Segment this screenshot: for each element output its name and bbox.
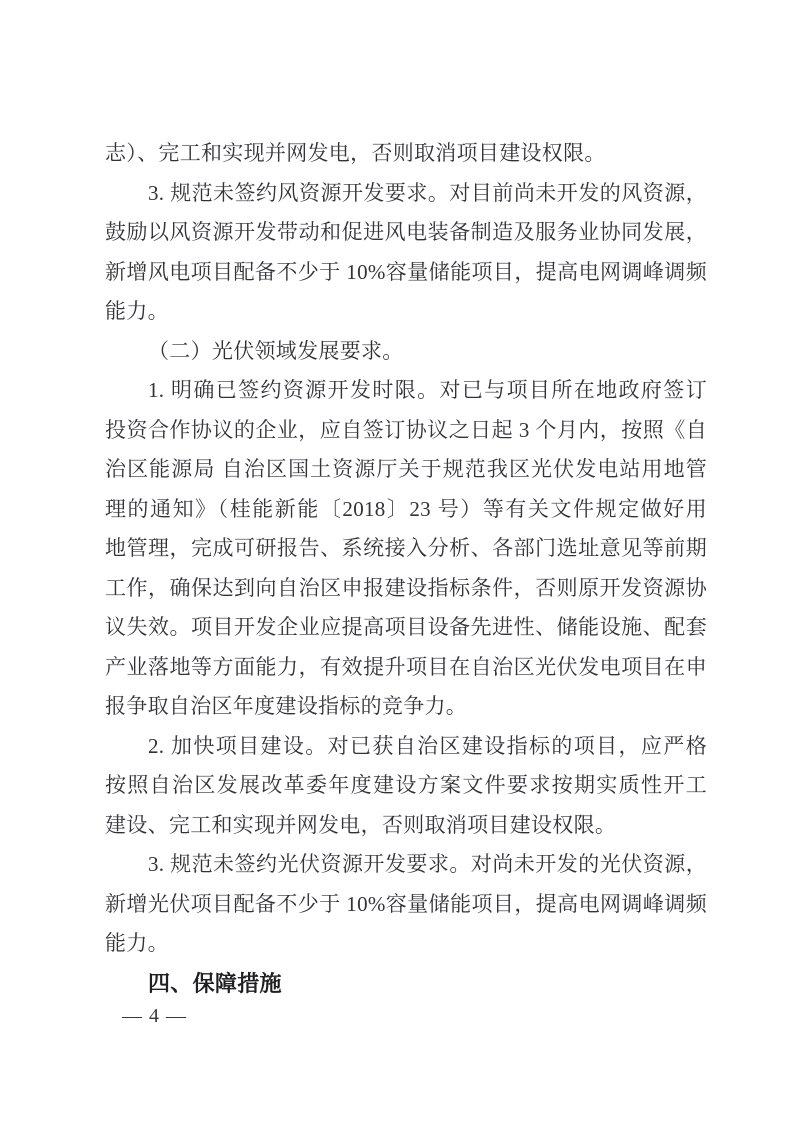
body-text-line: 新增光伏项目配备不少于 10%容量储能项目，提高电网调峰调频 xyxy=(105,891,707,916)
body-text-line: 按照自治区发展改革委年度建设方案文件要求按期实质性开工 xyxy=(105,773,707,797)
body-text-line: 地管理，完成可研报告、系统接入分析、各部门选址意见等前期 xyxy=(105,536,707,560)
document-text-block xyxy=(105,134,707,1003)
body-text-line: 鼓励以风资源开发带动和促进风电装备制造及服务业协同发展， xyxy=(105,220,707,244)
body-text-line: 建设、完工和实现并网发电，否则取消项目建设权限。 xyxy=(105,812,617,837)
body-text-line: 治区能源局 自治区国土资源厅关于规范我区光伏发电站用地管 xyxy=(105,457,707,481)
subsection-heading: （二）光伏领域发展要求。 xyxy=(148,338,404,363)
page-number: — 4 — xyxy=(122,1005,187,1027)
body-text-line: 议失效。项目开发企业应提高项目设备先进性、储能设施、配套 xyxy=(105,615,707,639)
body-text-line: 志）、完工和实现并网发电，否则取消项目建设权限。 xyxy=(105,141,606,165)
body-text-line: 投资合作协议的企业，应自签订协议之日起 3 个月内，按照《自 xyxy=(105,417,707,442)
body-text-line: 工作，确保达到向自治区申报建设指标条件，否则原开发资源协 xyxy=(105,575,707,600)
body-text-line: 理的通知》（桂能新能〔2018〕23 号）等有关文件规定做好用 xyxy=(105,496,707,521)
body-text-line: 2. 加快项目建设。对已获自治区建设指标的项目，应严格 xyxy=(148,733,707,758)
body-text-line: 报争取自治区年度建设指标的竞争力。 xyxy=(105,694,468,718)
body-text-line: 新增风电项目配备不少于 10%容量储能项目，提高电网调峰调频 xyxy=(105,259,707,284)
body-text-line: 产业落地等方面能力，有效提升项目在自治区光伏发电项目在申 xyxy=(105,654,707,679)
body-text-line: 3. 规范未签约风资源开发要求。对目前尚未开发的风资源， xyxy=(148,180,707,205)
body-text-line: 能力。 xyxy=(105,299,169,323)
body-text-line: 1. 明确已签约资源开发时限。对已与项目所在地政府签订 xyxy=(148,378,707,402)
body-text-line: 3. 规范未签约光伏资源开发要求。对尚未开发的光伏资源， xyxy=(148,852,707,876)
section-heading: 四、保障措施 xyxy=(148,970,282,996)
body-text-line: 能力。 xyxy=(105,931,169,955)
